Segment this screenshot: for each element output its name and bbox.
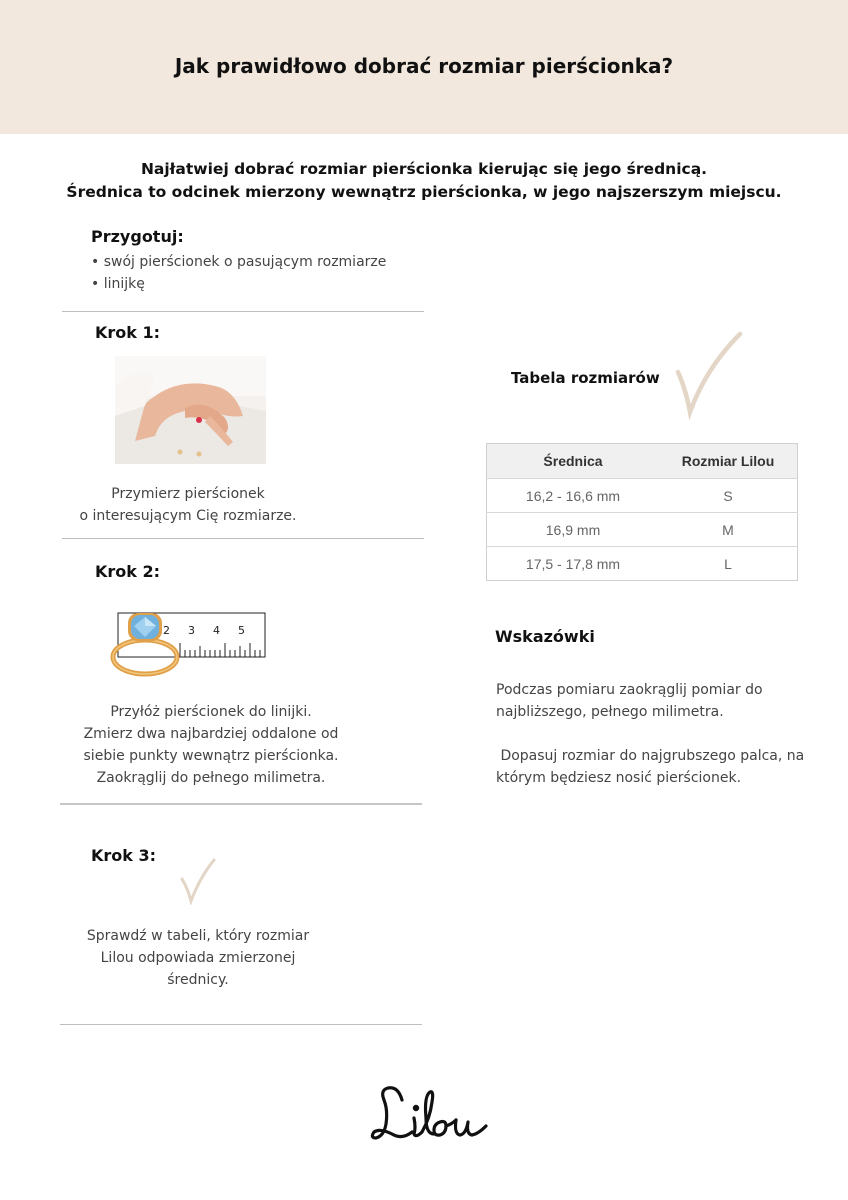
diameter-cell: 16,9 mm [487,513,660,547]
step2-text: Zmierz dwa najbardziej oddalone od [83,726,339,742]
prepare-item: • linijkę [91,276,145,292]
table-row [487,547,798,581]
tips-text: którym będziesz nosić pierścionek. [496,770,742,786]
divider [62,538,424,539]
table-row [487,479,798,513]
step2-text: Przyłóż pierścionek do linijki. [110,704,312,720]
step2-text: siebie punkty wewnątrz pierścionka. [83,748,339,764]
size-cell: S [659,479,798,513]
prepare-heading: Przygotuj: [91,227,184,246]
ruler-number: 4 [213,624,220,637]
ruler-ring-illustration [108,608,268,680]
intro-line-2: Średnica to odcinek mierzony wewnątrz pierścionka, w jego najszerszym miejscu. [66,183,782,201]
ruler-number: 2 [163,624,170,637]
tips-text: Podczas pomiaru zaokrąglij pomiar do [496,682,763,698]
hand-ring-photo [115,356,266,464]
size-table-heading: Tabela rozmiarów [511,369,660,387]
page-title: Jak prawidłowo dobrać rozmiar pierścionka? [174,54,674,78]
step3-text: Lilou odpowiada zmierzonej [100,950,296,966]
lilou-logo [368,1078,508,1148]
step2-text: Zaokrąglij do pełnego milimetra. [96,770,326,786]
size-cell: M [659,513,798,547]
tips-heading: Wskazówki [495,627,595,646]
divider [60,1024,422,1025]
tips-text: najbliższego, pełnego milimetra. [496,704,724,720]
prepare-item: • swój pierścionek o pasującym rozmiarze [91,254,387,270]
diameter-cell: 17,5 - 17,8 mm [487,547,660,581]
tips-text: Dopasuj rozmiar do najgrubszego palca, na [496,748,805,764]
size-cell: L [659,547,798,581]
checkmark-icon [178,857,218,905]
step3-heading: Krok 3: [91,846,157,865]
ruler-number: 5 [238,624,245,637]
diameter-cell: 16,2 - 16,6 mm [487,479,660,513]
checkmark-icon [672,328,747,420]
divider [62,311,424,312]
intro-line-1: Najłatwiej dobrać rozmiar pierścionka kierując się jego średnicą. [140,160,708,178]
step1-text: o interesującym Cię rozmiarze. [79,508,297,524]
step1-text: Przymierz pierścionek [111,486,265,502]
column-header-diameter: Średnica [487,444,660,479]
step3-text: średnicy. [167,972,229,988]
divider [60,803,422,805]
ruler-number: 3 [188,624,195,637]
size-table [486,443,798,581]
step2-heading: Krok 2: [95,562,161,581]
table-row [487,513,798,547]
column-header-size: Rozmiar Lilou [659,444,798,479]
step1-heading: Krok 1: [95,323,161,342]
step3-text: Sprawdź w tabeli, który rozmiar [86,928,310,944]
